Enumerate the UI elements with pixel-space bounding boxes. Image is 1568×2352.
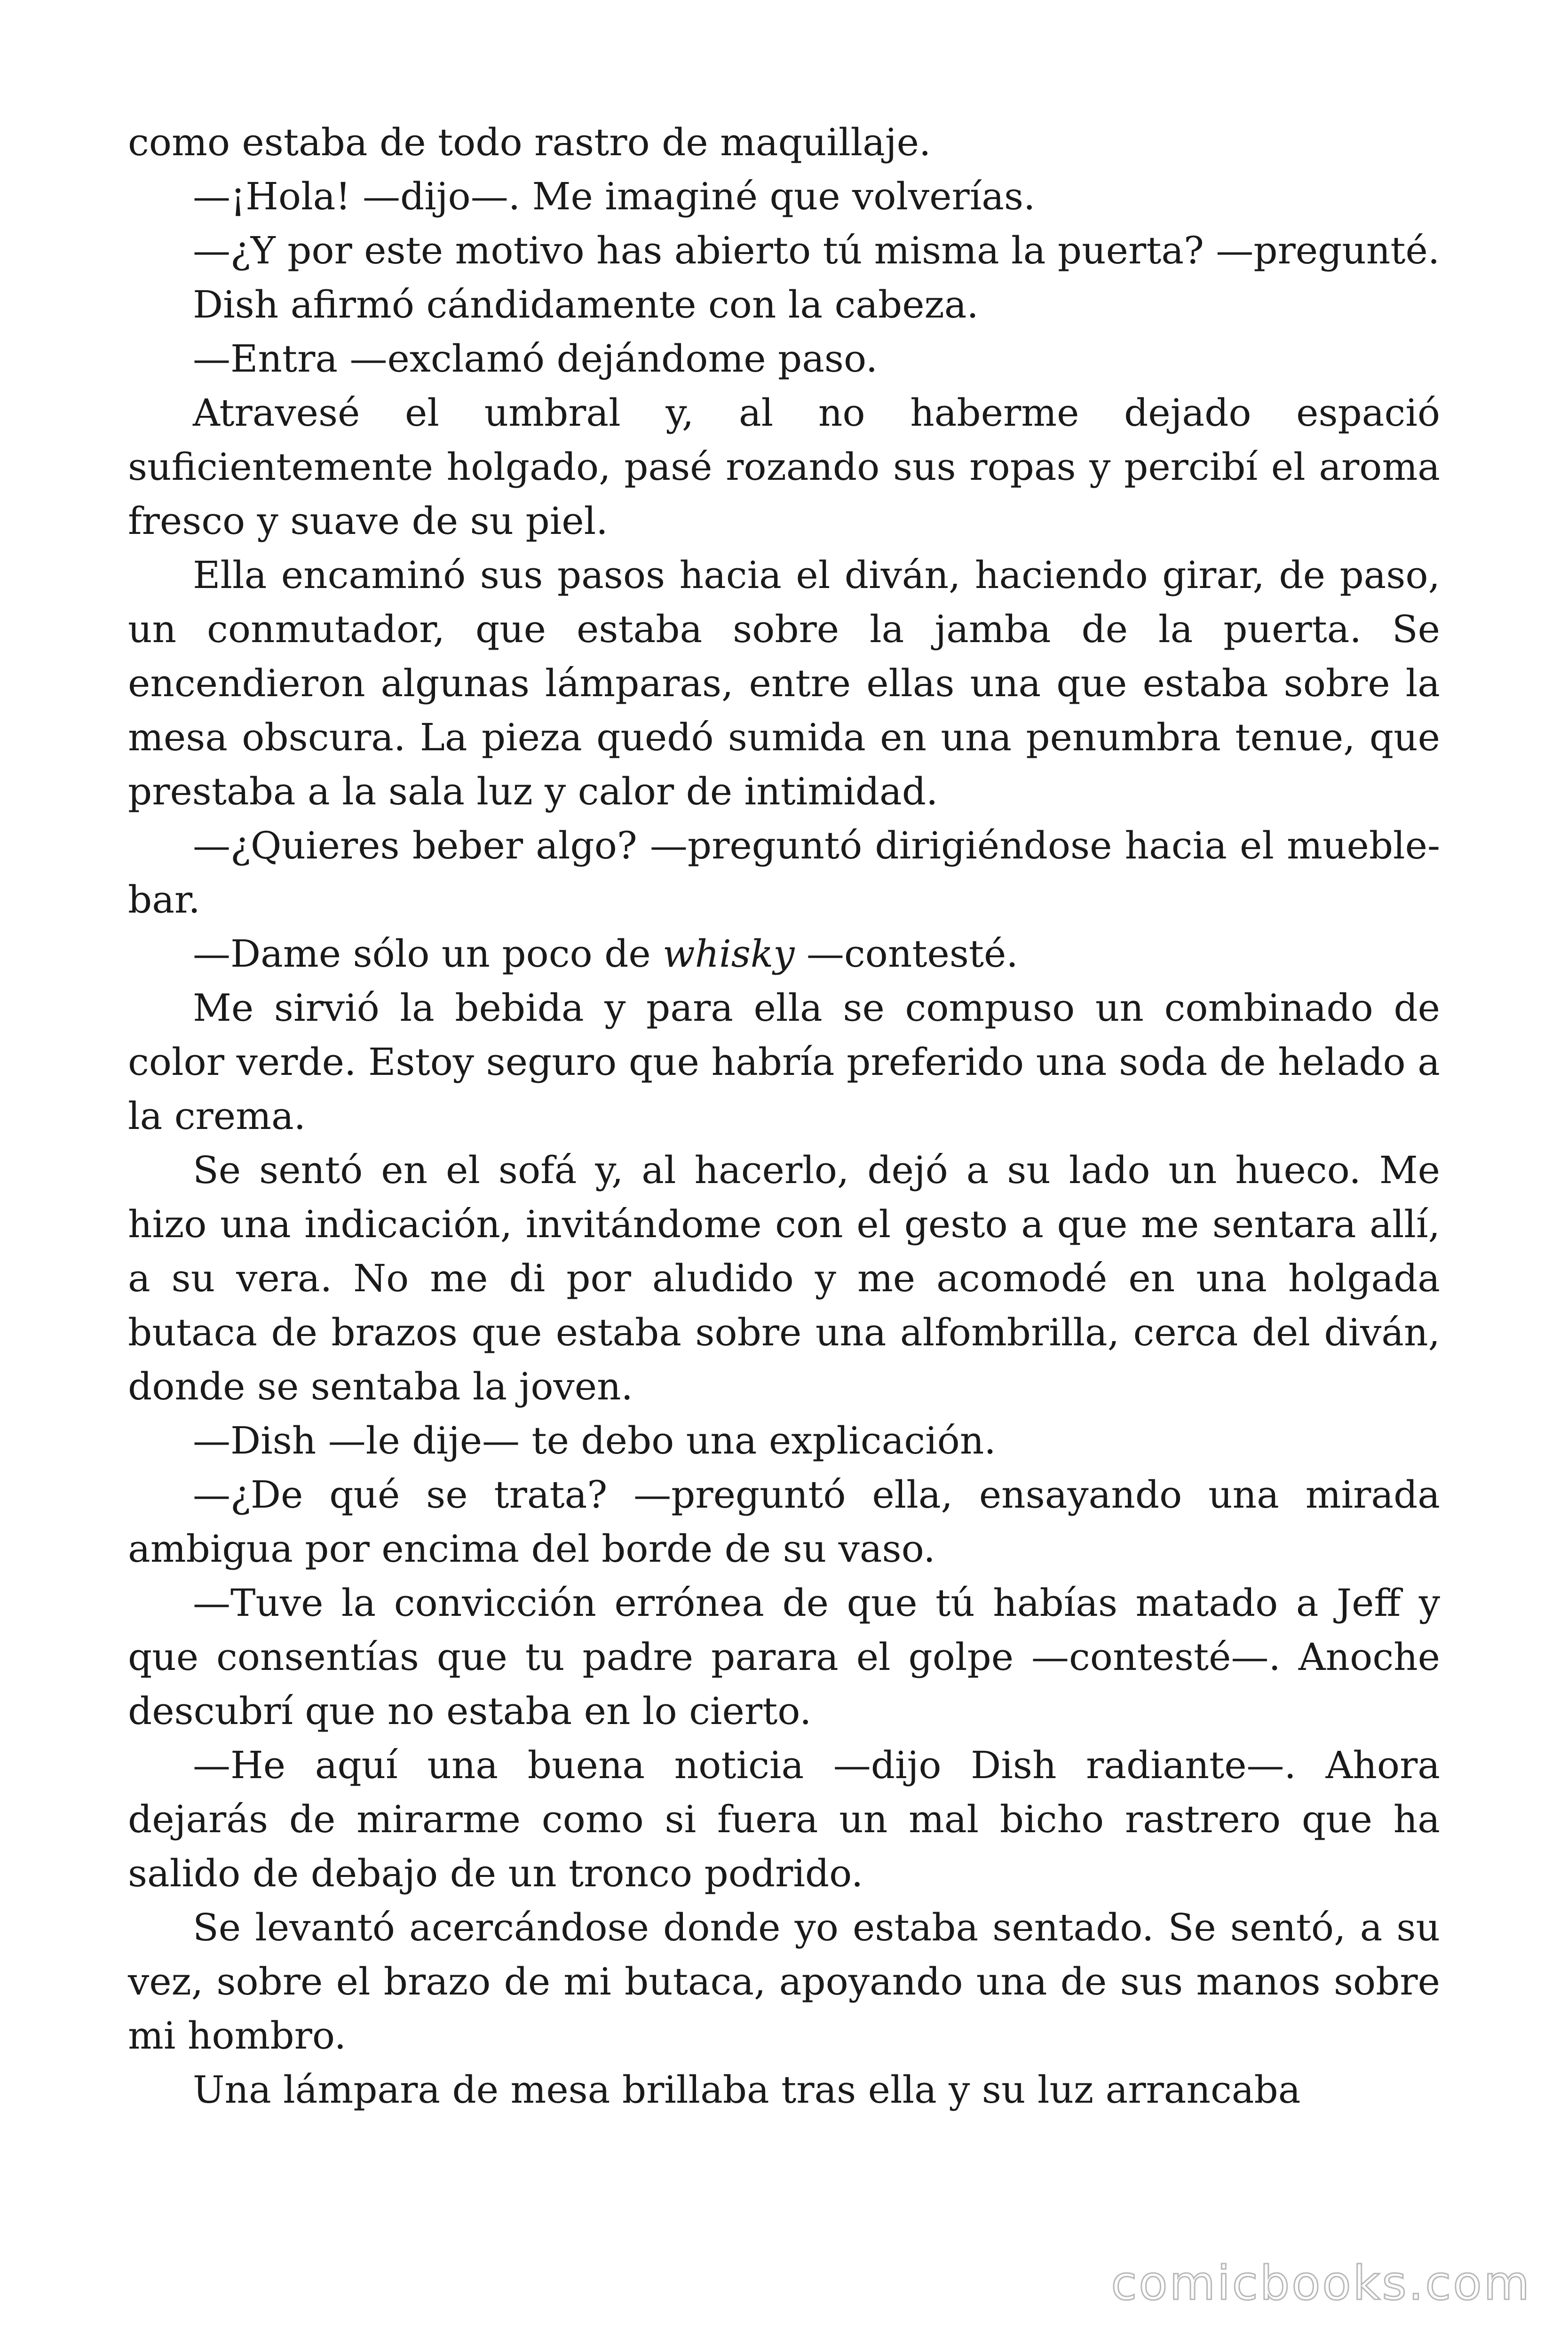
paragraph-13: —¿De qué se trata? —preguntó ella, ensayando una mirada ambigua por encima del borde de su vaso. bbox=[128, 1473, 1440, 1571]
paragraph-2: —¡Hola! —dijo—. Me imaginé que volverías. bbox=[193, 175, 1036, 218]
paragraph-15: —He aquí una buena noticia —dijo Dish radiante—. Ahora dejarás de mirarme como si fuera un mal bicho rastrero que ha salido de debajo de un tronco podrido. bbox=[128, 1743, 1440, 1895]
paragraph-12: —Dish —le dije— te debo una explicación. bbox=[193, 1419, 996, 1462]
watermark: comicbooks.com bbox=[1111, 2256, 1531, 2311]
paragraph-17: Una lámpara de mesa brillaba tras ella y su luz arrancaba bbox=[193, 2068, 1301, 2112]
paragraph-10: Me sirvió la bebida y para ella se compuso un combinado de color verde. Estoy seguro que habría preferido una soda de helado a la crema. bbox=[128, 986, 1440, 1138]
paragraph-9-emphasis: whisky bbox=[663, 932, 795, 976]
paragraph-11: Se sentó en el sofá y, al hacerlo, dejó a su lado un hueco. Me hizo una indicación, invitándome con el gesto a que me sentara allí, a su vera. No me di por aludido y me acomodé en una holgada butaca de brazos que estaba sobre una alfombrilla, cerca del diván, donde se sentaba la joven. bbox=[128, 1148, 1440, 1408]
paragraph-14: —Tuve la convicción errónea de que tú habías matado a Jeff y que consentías que tu padre parara el golpe —contesté—. Anoche descubrí que no estaba en lo cierto. bbox=[128, 1581, 1440, 1733]
paragraph-8: —¿Quieres beber algo? —preguntó dirigiéndose hacia el mueble-bar. bbox=[128, 824, 1440, 922]
paragraph-1: como estaba de todo rastro de maquillaje. bbox=[128, 120, 931, 164]
paragraph-9 bbox=[128, 927, 1440, 981]
paragraph-3: —¿Y por este motivo has abierto tú misma la puerta? —pregunté. bbox=[193, 229, 1440, 272]
paragraph-9-start: —Dame sólo un poco de bbox=[193, 932, 663, 976]
paragraph-16: Se levantó acercándose donde yo estaba sentado. Se sentó, a su vez, sobre el brazo de mi butaca, apoyando una de sus manos sobre mi hombro. bbox=[128, 1906, 1440, 2058]
body-text bbox=[128, 115, 1440, 2117]
paragraph-6: Atravesé el umbral y, al no haberme dejado espació suficientemente holgado, pasé rozando sus ropas y percibí el aroma fresco y suave de su piel. bbox=[128, 391, 1440, 543]
paragraph-7: Ella encaminó sus pasos hacia el diván, haciendo girar, de paso, un conmutador, que estaba sobre la jamba de la puerta. Se encendieron algunas lámparas, entre ellas una que estaba sobre la mesa obscura. La pieza quedó sumida en una penumbra tenue, que prestaba a la sala luz y calor de intimidad. bbox=[128, 553, 1440, 813]
paragraph-5: —Entra —exclamó dejándome paso. bbox=[193, 337, 878, 381]
paragraph-9-end: —contesté. bbox=[794, 932, 1018, 976]
paragraph-4: Dish afirmó cándidamente con la cabeza. bbox=[193, 283, 979, 326]
